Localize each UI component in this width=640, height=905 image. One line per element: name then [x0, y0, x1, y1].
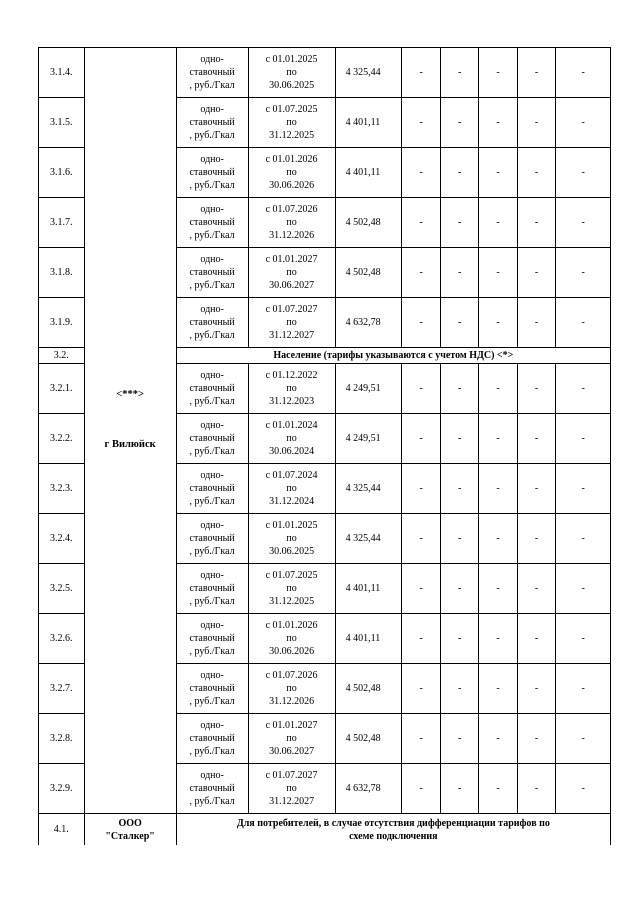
tariff-type-cell [176, 198, 248, 248]
empty-value-cell: - [517, 664, 555, 714]
empty-value-cell: - [479, 464, 517, 514]
tariff-type-cell [176, 298, 248, 348]
empty-value-cell: - [556, 248, 611, 298]
period-line: 30.06.2025 [269, 546, 315, 557]
empty-value-cell: - [402, 714, 440, 764]
tariff-value: 4 401,11 [335, 98, 402, 148]
tariff-type-line: одно- [200, 154, 224, 165]
tariff-type-cell [176, 48, 248, 98]
empty-value-cell: - [479, 764, 517, 814]
empty-value-cell: - [402, 664, 440, 714]
period-line: 31.12.2026 [269, 230, 315, 241]
tariff-type-line: одно- [200, 670, 224, 681]
consumer-group-title [176, 814, 610, 846]
period-line: с 01.01.2025 [265, 54, 318, 65]
organization-marker: <***> [116, 389, 144, 400]
organization-name-line: "Сталкер" [105, 830, 155, 842]
table-row [39, 48, 611, 98]
period-line: 31.12.2027 [269, 330, 315, 341]
period-cell [248, 48, 335, 98]
empty-value-cell: - [440, 764, 478, 814]
empty-value-cell: - [440, 714, 478, 764]
period-line: с 01.07.2025 [265, 104, 318, 115]
period-line: по [286, 217, 297, 228]
empty-value-cell: - [402, 764, 440, 814]
consumer-group-title-line: схеме подключения [349, 830, 438, 842]
empty-value-cell: - [440, 48, 478, 98]
period-line: 31.12.2026 [269, 696, 315, 707]
empty-value-cell: - [440, 198, 478, 248]
tariff-type-cell [176, 98, 248, 148]
row-number: 3.2.9. [39, 764, 85, 814]
empty-value-cell: - [556, 148, 611, 198]
period-line: 30.06.2027 [269, 280, 315, 291]
row-number: 3.1.9. [39, 298, 85, 348]
tariff-type-line: одно- [200, 204, 224, 215]
empty-value-cell: - [479, 664, 517, 714]
period-line: с 01.01.2027 [265, 254, 318, 265]
tariff-type-line: одно- [200, 254, 224, 265]
period-cell [248, 514, 335, 564]
period-line: 31.12.2025 [269, 130, 315, 141]
period-cell [248, 464, 335, 514]
tariff-type-line: ставочный [189, 683, 235, 694]
tariff-type-line: ставочный [189, 733, 235, 744]
tariff-value: 4 325,44 [335, 514, 402, 564]
period-line: с 01.01.2025 [265, 520, 318, 531]
tariff-type-line: ставочный [189, 267, 235, 278]
empty-value-cell: - [517, 148, 555, 198]
row-number: 3.2.1. [39, 364, 85, 414]
row-number: 3.2.5. [39, 564, 85, 614]
tariff-value: 4 401,11 [335, 148, 402, 198]
period-line: с 01.12.2022 [265, 370, 318, 381]
organization-name [84, 814, 176, 846]
empty-value-cell: - [517, 464, 555, 514]
period-line: с 01.01.2027 [265, 720, 318, 731]
tariff-type-line: , руб./Гкал [189, 546, 235, 557]
tariff-type-line: , руб./Гкал [189, 596, 235, 607]
empty-value-cell: - [402, 614, 440, 664]
empty-value-cell: - [556, 414, 611, 464]
empty-value-cell: - [479, 98, 517, 148]
tariff-type-line: одно- [200, 54, 224, 65]
empty-value-cell: - [479, 564, 517, 614]
tariff-type-line: , руб./Гкал [189, 80, 235, 91]
empty-value-cell: - [556, 48, 611, 98]
empty-value-cell: - [517, 614, 555, 664]
empty-value-cell: - [479, 614, 517, 664]
period-line: по [286, 167, 297, 178]
tariff-value: 4 502,48 [335, 664, 402, 714]
period-line: с 01.07.2027 [265, 770, 318, 781]
empty-value-cell: - [479, 298, 517, 348]
period-line: по [286, 733, 297, 744]
empty-value-cell: - [517, 298, 555, 348]
section-number: 3.2. [39, 348, 85, 364]
tariff-type-line: , руб./Гкал [189, 496, 235, 507]
period-line: с 01.01.2026 [265, 620, 318, 631]
period-line: с 01.07.2027 [265, 304, 318, 315]
empty-value-cell: - [556, 298, 611, 348]
row-number: 3.1.5. [39, 98, 85, 148]
tariff-type-cell [176, 514, 248, 564]
tariff-type-cell [176, 564, 248, 614]
tariff-type-line: одно- [200, 770, 224, 781]
period-line: 31.12.2024 [269, 496, 315, 507]
empty-value-cell: - [479, 414, 517, 464]
period-cell [248, 714, 335, 764]
period-line: по [286, 433, 297, 444]
empty-value-cell: - [556, 464, 611, 514]
tariff-value: 4 632,78 [335, 764, 402, 814]
tariff-value: 4 401,11 [335, 564, 402, 614]
period-line: по [286, 633, 297, 644]
period-line: по [286, 383, 297, 394]
period-line: по [286, 483, 297, 494]
period-line: 31.12.2025 [269, 596, 315, 607]
empty-value-cell: - [440, 98, 478, 148]
empty-value-cell: - [517, 364, 555, 414]
tariff-value: 4 502,48 [335, 248, 402, 298]
tariff-type-line: одно- [200, 720, 224, 731]
tariff-type-line: ставочный [189, 167, 235, 178]
tariff-type-line: , руб./Гкал [189, 230, 235, 241]
empty-value-cell: - [556, 614, 611, 664]
period-line: по [286, 533, 297, 544]
empty-value-cell: - [479, 48, 517, 98]
tariff-type-line: одно- [200, 570, 224, 581]
period-cell [248, 614, 335, 664]
tariff-table-body [39, 48, 611, 846]
empty-value-cell: - [556, 564, 611, 614]
tariff-type-cell [176, 664, 248, 714]
organization-cell [84, 48, 176, 814]
tariff-value: 4 325,44 [335, 48, 402, 98]
tariff-type-line: одно- [200, 520, 224, 531]
tariff-type-cell [176, 414, 248, 464]
tariff-type-line: ставочный [189, 383, 235, 394]
row-number: 3.2.6. [39, 614, 85, 664]
tariff-type-line: ставочный [189, 633, 235, 644]
tariff-type-line: ставочный [189, 317, 235, 328]
tariff-type-line: ставочный [189, 533, 235, 544]
tariff-type-line: , руб./Гкал [189, 696, 235, 707]
empty-value-cell: - [402, 148, 440, 198]
empty-value-cell: - [402, 464, 440, 514]
tariff-type-line: , руб./Гкал [189, 446, 235, 457]
empty-value-cell: - [402, 364, 440, 414]
period-line: по [286, 683, 297, 694]
tariff-type-cell [176, 148, 248, 198]
tariff-type-line: , руб./Гкал [189, 746, 235, 757]
organization-name-line: ООО [118, 817, 142, 829]
empty-value-cell: - [402, 298, 440, 348]
empty-value-cell: - [556, 764, 611, 814]
empty-value-cell: - [440, 514, 478, 564]
tariff-type-line: , руб./Гкал [189, 130, 235, 141]
empty-value-cell: - [440, 298, 478, 348]
period-cell [248, 414, 335, 464]
organization-city: г Вилюйск [104, 439, 156, 450]
tariff-type-line: ставочный [189, 67, 235, 78]
tariff-value: 4 502,48 [335, 198, 402, 248]
period-cell [248, 764, 335, 814]
tariff-type-line: , руб./Гкал [189, 280, 235, 291]
tariff-type-cell [176, 614, 248, 664]
period-line: 30.06.2025 [269, 80, 315, 91]
tariff-type-cell [176, 714, 248, 764]
empty-value-cell: - [517, 98, 555, 148]
empty-value-cell: - [556, 714, 611, 764]
empty-value-cell: - [556, 514, 611, 564]
tariff-type-line: , руб./Гкал [189, 396, 235, 407]
empty-value-cell: - [402, 48, 440, 98]
period-cell [248, 564, 335, 614]
tariff-value: 4 249,51 [335, 364, 402, 414]
tariff-value: 4 325,44 [335, 464, 402, 514]
tariff-type-line: одно- [200, 420, 224, 431]
tariff-type-line: , руб./Гкал [189, 330, 235, 341]
tariff-type-line: ставочный [189, 583, 235, 594]
tariff-type-line: , руб./Гкал [189, 796, 235, 807]
period-line: с 01.07.2026 [265, 204, 318, 215]
empty-value-cell: - [479, 248, 517, 298]
empty-value-cell: - [556, 198, 611, 248]
period-cell [248, 364, 335, 414]
tariff-type-line: одно- [200, 104, 224, 115]
tariff-value: 4 502,48 [335, 714, 402, 764]
tariff-type-line: ставочный [189, 433, 235, 444]
period-line: с 01.07.2026 [265, 670, 318, 681]
period-line: 30.06.2026 [269, 646, 315, 657]
empty-value-cell: - [402, 248, 440, 298]
period-line: 31.12.2023 [269, 396, 315, 407]
tariff-type-line: , руб./Гкал [189, 646, 235, 657]
empty-value-cell: - [479, 714, 517, 764]
empty-value-cell: - [440, 564, 478, 614]
tariff-type-cell [176, 248, 248, 298]
empty-value-cell: - [440, 248, 478, 298]
period-cell [248, 98, 335, 148]
empty-value-cell: - [517, 714, 555, 764]
empty-value-cell: - [402, 98, 440, 148]
period-line: по [286, 583, 297, 594]
consumer-group-title-line: Для потребителей, в случае отсутствия дифференциации тарифов по [236, 817, 550, 829]
row-number: 3.2.7. [39, 664, 85, 714]
period-line: с 01.01.2026 [265, 154, 318, 165]
tariff-type-line: одно- [200, 370, 224, 381]
period-cell [248, 148, 335, 198]
period-cell [248, 248, 335, 298]
period-line: 30.06.2026 [269, 180, 315, 191]
period-line: с 01.01.2024 [265, 420, 318, 431]
empty-value-cell: - [440, 664, 478, 714]
tariff-type-line: ставочный [189, 783, 235, 794]
empty-value-cell: - [517, 48, 555, 98]
empty-value-cell: - [402, 564, 440, 614]
period-cell [248, 198, 335, 248]
empty-value-cell: - [479, 198, 517, 248]
empty-value-cell: - [440, 364, 478, 414]
empty-value-cell: - [517, 248, 555, 298]
empty-value-cell: - [440, 148, 478, 198]
tariff-type-line: , руб./Гкал [189, 180, 235, 191]
empty-value-cell: - [479, 148, 517, 198]
period-cell [248, 664, 335, 714]
period-line: по [286, 67, 297, 78]
tariff-type-line: одно- [200, 620, 224, 631]
row-number: 4.1. [39, 814, 85, 846]
empty-value-cell: - [479, 364, 517, 414]
empty-value-cell: - [479, 514, 517, 564]
period-line: 30.06.2024 [269, 446, 315, 457]
empty-value-cell: - [517, 564, 555, 614]
empty-value-cell: - [517, 414, 555, 464]
tariff-value: 4 632,78 [335, 298, 402, 348]
tariff-type-line: ставочный [189, 217, 235, 228]
row-number: 3.2.4. [39, 514, 85, 564]
tariff-type-line: одно- [200, 470, 224, 481]
period-line: по [286, 317, 297, 328]
period-line: по [286, 267, 297, 278]
period-line: с 01.07.2025 [265, 570, 318, 581]
table-row [39, 814, 611, 846]
period-line: с 01.07.2024 [265, 470, 318, 481]
row-number: 3.1.6. [39, 148, 85, 198]
empty-value-cell: - [440, 464, 478, 514]
empty-value-cell: - [402, 198, 440, 248]
tariff-type-line: ставочный [189, 483, 235, 494]
period-line: по [286, 117, 297, 128]
tariff-type-line: ставочный [189, 117, 235, 128]
period-line: по [286, 783, 297, 794]
empty-value-cell: - [440, 414, 478, 464]
tariff-value: 4 401,11 [335, 614, 402, 664]
period-cell [248, 298, 335, 348]
empty-value-cell: - [402, 414, 440, 464]
row-number: 3.2.8. [39, 714, 85, 764]
empty-value-cell: - [517, 764, 555, 814]
tariff-type-line: одно- [200, 304, 224, 315]
row-number: 3.2.2. [39, 414, 85, 464]
period-line: 30.06.2027 [269, 746, 315, 757]
tariff-type-cell [176, 464, 248, 514]
empty-value-cell: - [402, 514, 440, 564]
section-title: Население (тарифы указываются с учетом НДС) <*> [176, 348, 610, 364]
tariff-type-cell [176, 364, 248, 414]
tariff-type-cell [176, 764, 248, 814]
row-number: 3.1.7. [39, 198, 85, 248]
period-line: 31.12.2027 [269, 796, 315, 807]
empty-value-cell: - [440, 614, 478, 664]
empty-value-cell: - [556, 664, 611, 714]
empty-value-cell: - [556, 364, 611, 414]
empty-value-cell: - [517, 198, 555, 248]
tariff-table [38, 47, 611, 845]
empty-value-cell: - [517, 514, 555, 564]
empty-value-cell: - [556, 98, 611, 148]
row-number: 3.1.4. [39, 48, 85, 98]
row-number: 3.2.3. [39, 464, 85, 514]
row-number: 3.1.8. [39, 248, 85, 298]
tariff-value: 4 249,51 [335, 414, 402, 464]
